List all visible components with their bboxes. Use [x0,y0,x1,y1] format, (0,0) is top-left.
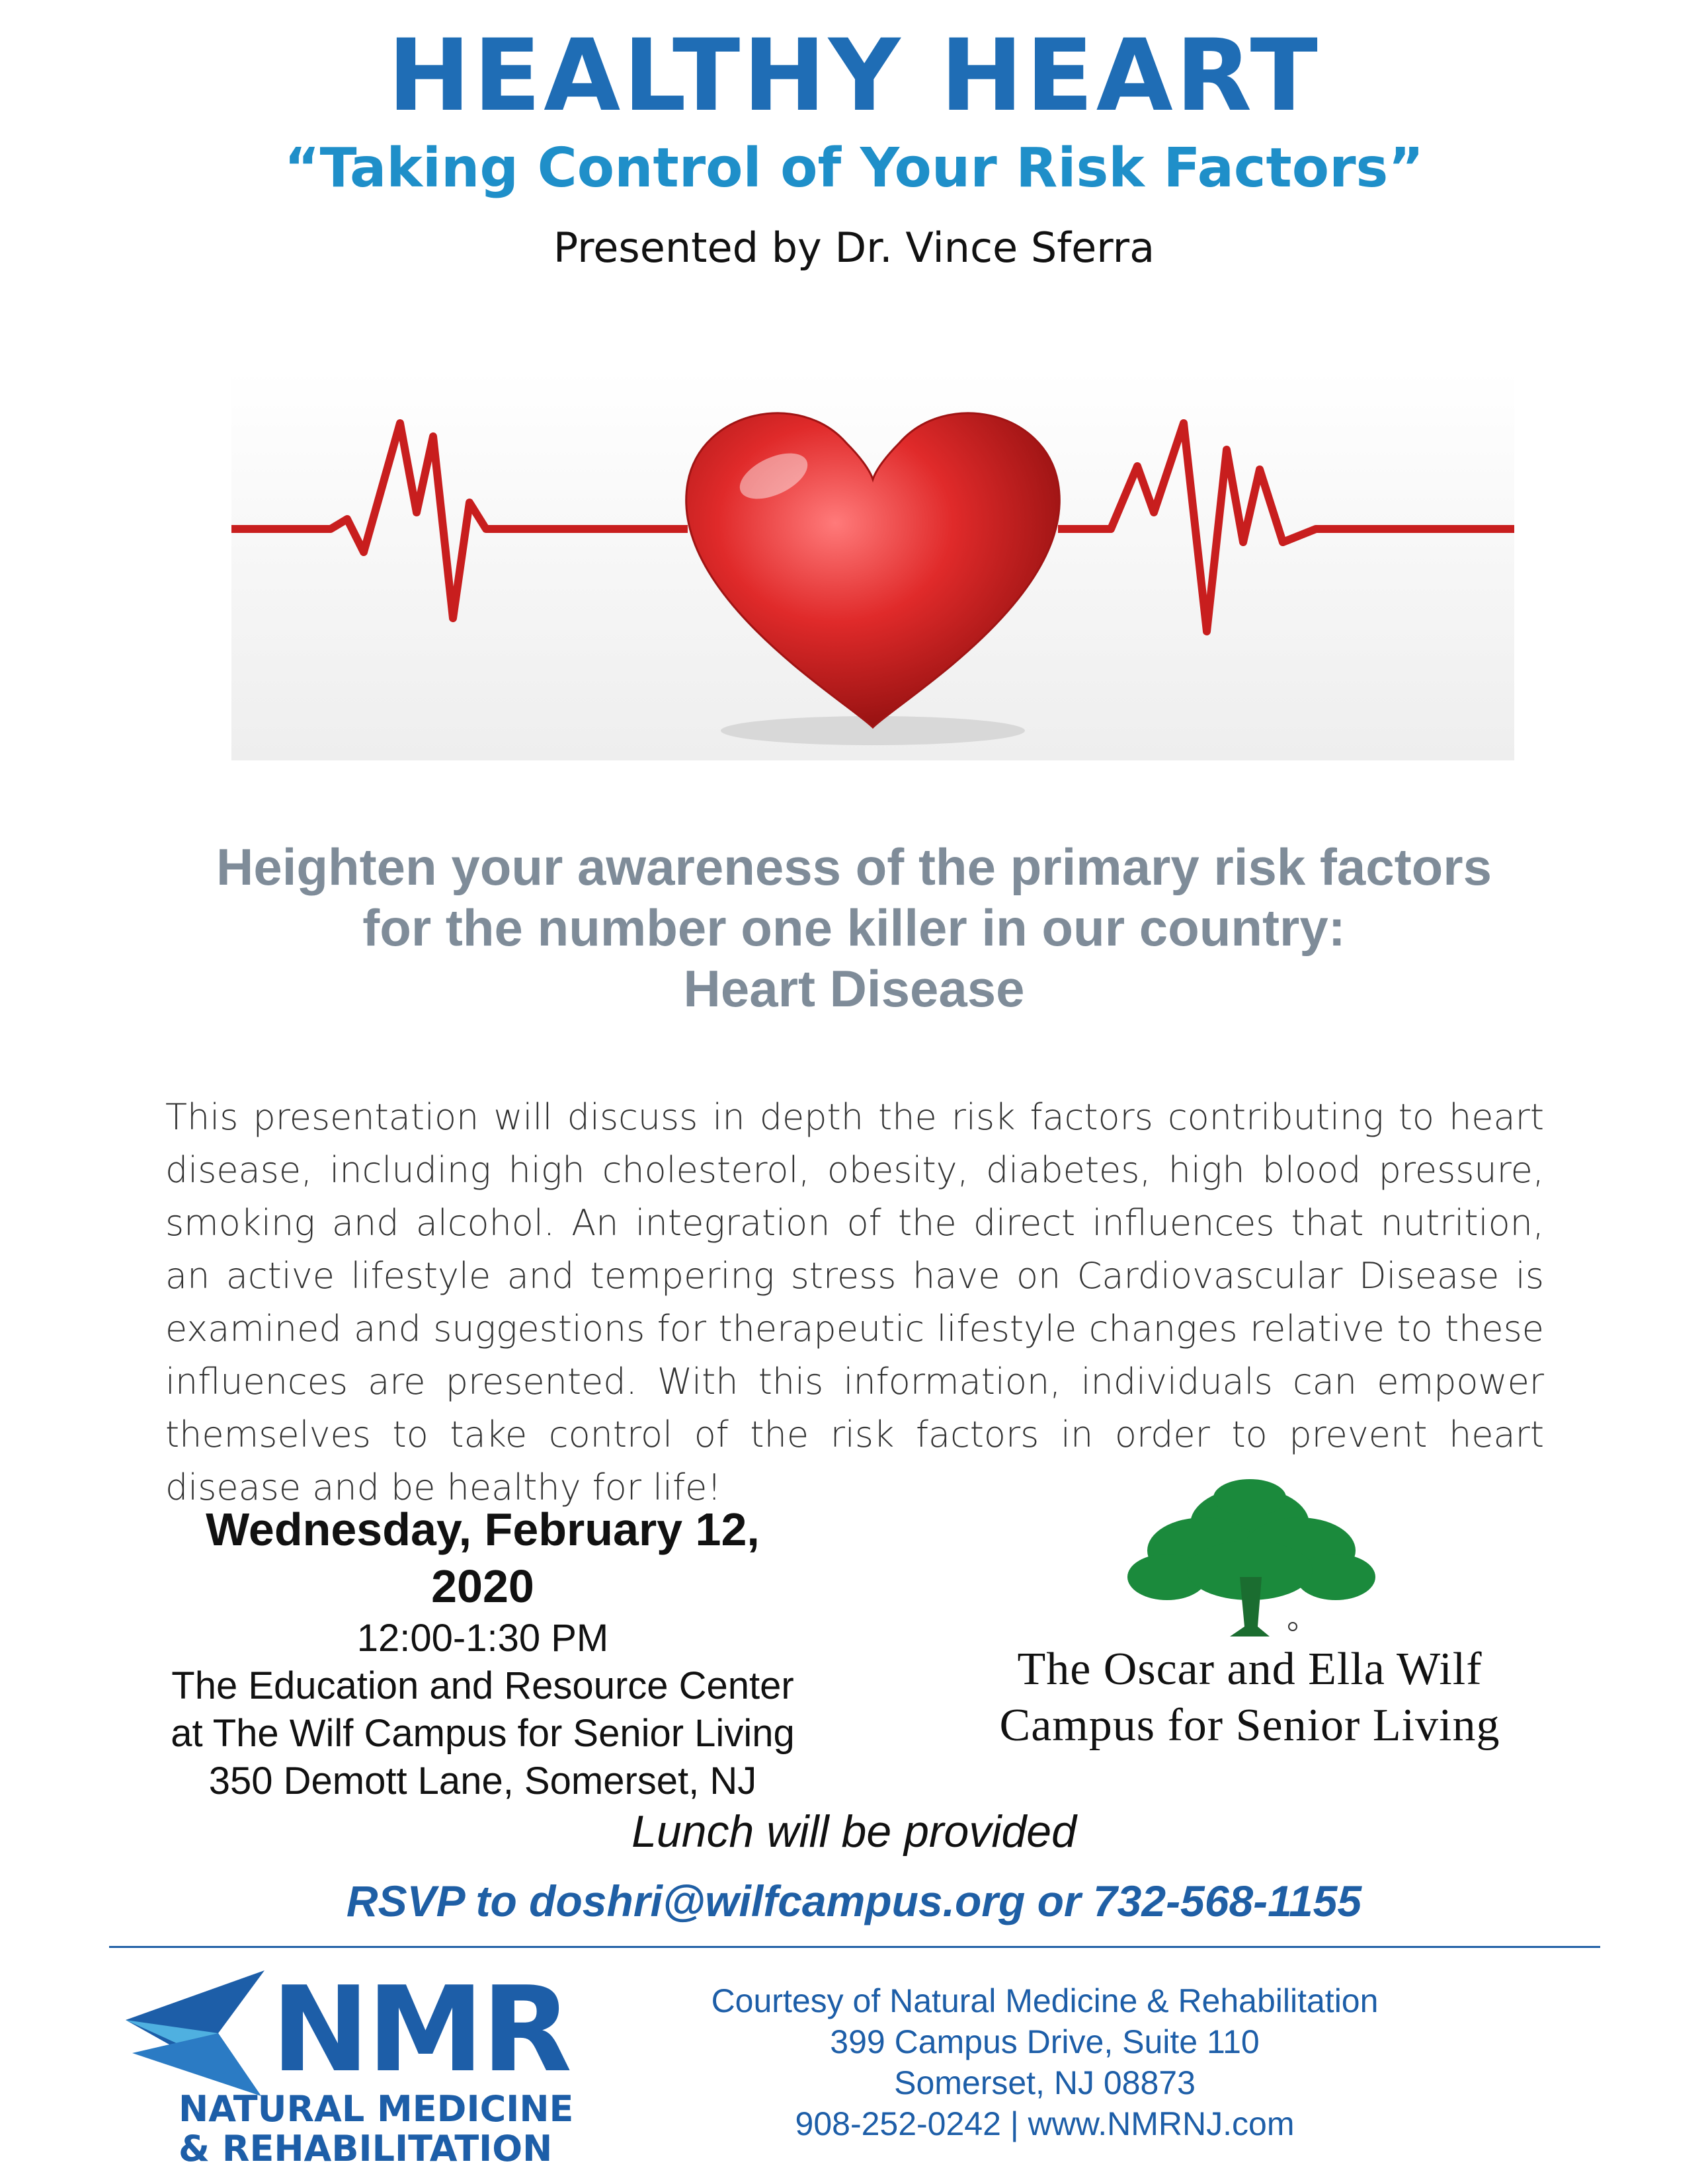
nmr-name-line-1: NATURAL MEDICINE [179,2088,574,2130]
courtesy-line-1: Courtesy of Natural Medicine & Rehabilitation [711,1982,1379,2019]
wilf-campus-logo [939,1478,1561,1769]
nmr-logo [119,1961,582,2169]
headline-line-3: Heart Disease [683,959,1025,1018]
wilf-logo-line-1: The Oscar and Ella Wilf [1017,1644,1483,1695]
rsvp-line: RSVP to doshri@wilfcampus.org or 732-568-1155 [346,1877,1362,1925]
event-details [152,1501,813,1805]
flyer-subtitle: “Taking Control of Your Risk Factors” [284,137,1424,200]
footer-divider [109,1946,1600,1948]
lunch-note: Lunch will be provided [631,1806,1077,1857]
wilf-logo-line-2: Campus for Senior Living [999,1700,1500,1751]
event-campus: at The Wilf Campus for Senior Living [171,1712,795,1755]
description-paragraph: This presentation will discuss in depth the risk factors contributing to heart disease, including high cholesterol, obesity, diabetes, high blood pressure, smoking and alcohol. An integration of the direct influences that nutrition, an active lifestyle and tempering stress have on Cardiovascular Disease is examined and suggestions for therapeutic lifestyle changes relative to these influences are presented. With this information, individuals can empower themselves to take control of the risk factors in order to prevent heart disease and be healthy for life! [165,1096,1544,1508]
event-venue: The Education and Resource Center [171,1664,794,1707]
nmr-wordmark: NMR [271,1961,570,2098]
heart-icon [231,370,1514,760]
presenter-line: Presented by Dr. Vince Sferra [553,223,1155,272]
courtesy-block [681,1980,1408,2144]
tree-icon [939,1478,1561,1640]
nmr-name-line-2: & REHABILITATION [179,2128,553,2169]
headline [0,836,1708,1019]
heart-heartbeat-image [231,370,1514,760]
nmr-arrow-icon [119,1967,271,2099]
headline-line-2: for the number one killer in our country: [362,899,1346,957]
flyer-title: HEALTHY HEART [387,19,1321,134]
courtesy-contact: 908-252-0242 | www.NMRNJ.com [795,2105,1295,2142]
event-address: 350 Demott Lane, Somerset, NJ [208,1759,757,1802]
courtesy-city: Somerset, NJ 08873 [894,2064,1196,2101]
event-date: Wednesday, February 12, 2020 [206,1504,760,1612]
headline-line-1: Heighten your awareness of the primary risk factors [216,838,1492,896]
courtesy-address: 399 Campus Drive, Suite 110 [830,2023,1260,2060]
event-time: 12:00-1:30 PM [356,1617,609,1660]
